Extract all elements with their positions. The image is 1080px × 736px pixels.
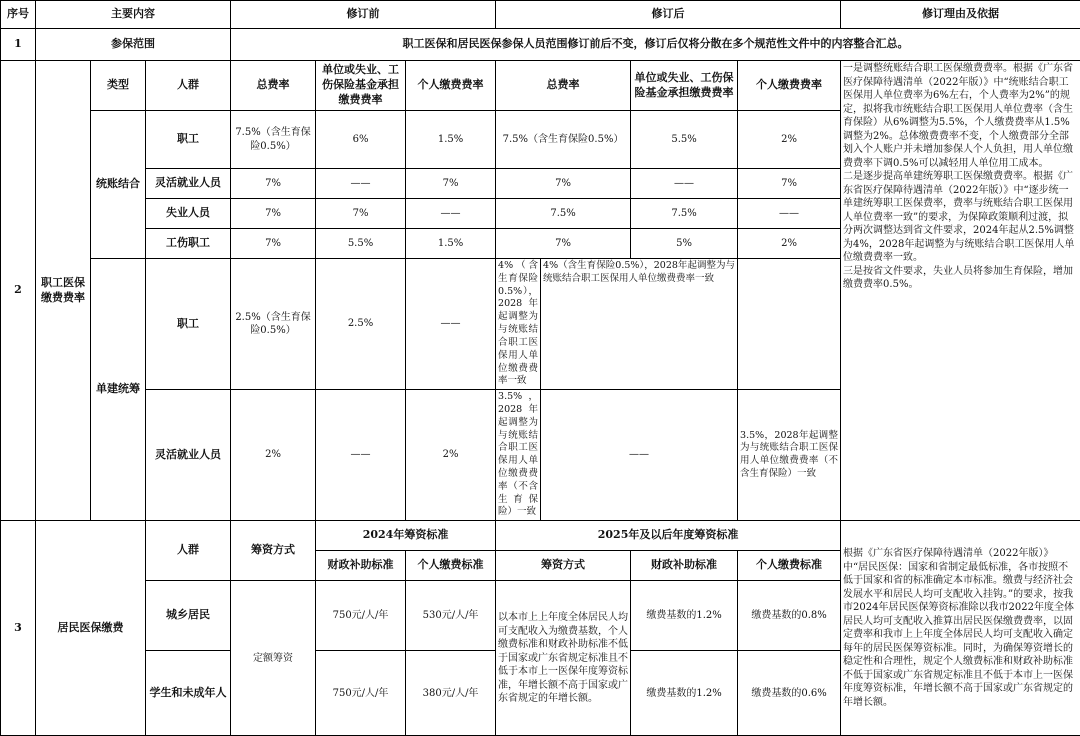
col-after-unit: 单位或失业、工伤保险基金承担缴费费率: [631, 61, 738, 111]
col-type: 类型: [91, 61, 146, 111]
header-after: 修订后: [496, 1, 841, 29]
after-total: 7%: [496, 229, 631, 259]
after-personal: [738, 259, 841, 390]
type-single: 单建统筹: [91, 259, 146, 521]
header-seq: 序号: [1, 1, 36, 29]
before-personal: 7%: [406, 169, 496, 199]
col-before-total: 总费率: [231, 61, 316, 111]
method-value: 定额筹资: [231, 581, 316, 736]
group-cell: 城乡居民: [146, 581, 231, 651]
row3-col-fiscal-2024: 财政补助标准: [316, 551, 406, 581]
before-total: 2.5%（含生育保险0.5%）: [231, 259, 316, 390]
row3-col-method: 筹资方式: [231, 521, 316, 581]
row3-col-method2: 筹资方式: [496, 551, 631, 581]
after-total: 7.5%（含生育保险0.5%）: [496, 111, 631, 169]
before-unit: 2.5%: [316, 259, 406, 390]
personal-2025: 缴费基数的0.6%: [738, 651, 841, 736]
before-unit: 6%: [316, 111, 406, 169]
row2-content: 职工医保缴费费率: [36, 61, 91, 521]
group-cell: 灵活就业人员: [146, 169, 231, 199]
after-personal: 2%: [738, 229, 841, 259]
group-cell: 灵活就业人员: [146, 390, 231, 521]
after-total: 7%: [496, 169, 631, 199]
header-reason: 修订理由及依据: [841, 1, 1080, 29]
col-after-personal: 个人缴费费率: [738, 61, 841, 111]
after-personal: 2%: [738, 111, 841, 169]
after-unit: ——: [541, 390, 738, 521]
before-unit: ——: [316, 390, 406, 521]
before-total: 2%: [231, 390, 316, 521]
before-total: 7%: [231, 169, 316, 199]
row1-seq: 1: [1, 29, 36, 61]
row3-col-personal-2025: 个人缴费标准: [738, 551, 841, 581]
col-before-personal: 个人缴费费率: [406, 61, 496, 111]
group-cell: 职工: [146, 259, 231, 390]
before-total: 7.5%（含生育保险0.5%）: [231, 111, 316, 169]
before-personal: 2%: [406, 390, 496, 521]
personal-2024: 530元/人/年: [406, 581, 496, 651]
before-unit: ——: [316, 169, 406, 199]
before-total: 7%: [231, 229, 316, 259]
row3-content: 居民医保缴费: [36, 521, 146, 736]
after-unit: 5.5%: [631, 111, 738, 169]
before-total: 7%: [231, 199, 316, 229]
before-unit: 7%: [316, 199, 406, 229]
method2-value: 以本市上上年度全体居民人均可支配收入为缴费基数，个人缴费标准和财政补助标准不低于国家或广东省规定标准且不低于本市上一医保年度筹资标准，年增长额不高于国家或广东省规定的年增长额。: [496, 581, 631, 736]
after-total: 4%（含生育保险0.5%），2028年起调整为与统账结合职工医保用人单位缴费费率一致: [496, 259, 541, 390]
header-before: 修订前: [231, 1, 496, 29]
row3-std-2024: 2024年筹资标准: [316, 521, 496, 551]
group-cell: 职工: [146, 111, 231, 169]
fiscal-2025: 缴费基数的1.2%: [631, 581, 738, 651]
row1-content: 参保范围: [36, 29, 231, 61]
header-row: [1, 1, 1080, 29]
row2-reason-text: 一是调整统账结合职工医保缴费费率。根据《广东省医疗保障待遇清单（2022年版）》中“统账结合职工医保用人单位费率为6%左右，个人费率为2%”的规定，拟将我市统账结合职工医保用人单位费率（含生育保险）从6%调整为5.5%，个人缴费费率从1.5%调整为2%。总体缴费费率不变，个人缴费部分全部划入个人账户并未增加参保人个人负担，用人单位缴费费率下调0.5%可以减轻用人单位用工成本。 二是逐步提高单建统筹职工医保缴费费率。根据《广东省医疗保障待遇清单（2022年版）》中“逐步统一单建统筹职工医保费率，费率与统账结合职工医保用人单位费率一致”的要求，为保障政策顺利过渡，拟分两次调整达到省文件要求，2024年起从2.5%调整为4%，2028年起调整为与统账结合职工医保用人单位缴费费率一致。 三是按省文件要求，失业人员将参加生育保险，增加缴费费率0.5%。: [843, 62, 1078, 292]
row2-seq: 2: [1, 61, 36, 521]
after-unit: ——: [631, 169, 738, 199]
fiscal-2024: 750元/人/年: [316, 651, 406, 736]
after-personal: 7%: [738, 169, 841, 199]
col-before-unit: 单位或失业、工伤保险基金承担缴费费率: [316, 61, 406, 111]
personal-2025: 缴费基数的0.8%: [738, 581, 841, 651]
after-total: 3.5%，2028年起调整为与统账结合职工医保用人单位缴费费率（不含生育保险）一致: [496, 390, 541, 521]
after-unit: 4%（含生育保险0.5%），2028年起调整为与统账结合职工医保用人单位缴费费率一致: [541, 259, 738, 390]
before-personal: ——: [406, 199, 496, 229]
row1-text: 职工医保和居民医保参保人员范围修订前后不变，修订后仅将分散在多个规范性文件中的内容整合汇总。: [231, 29, 1080, 61]
row3-std-2025: 2025年及以后年度筹资标准: [496, 521, 841, 551]
row3-reason: 根据《广东省医疗保障待遇清单（2022年版）》中“居民医保：国家和省制定最低标准，各市按照不低于国家和省的标准确定本市标准。缴费与经济社会发展水平和居民人均可支配收入挂钩。”的要求，按我市2024年居民医保筹资标准除以我市2022年度全体居民人均可支配收入推算出居民医保缴费费率，以固定费率和我市上上年度全体居民人均可支配收入确定每年的居民医保筹资标准。同时，为确保筹资增长的稳定性和合理性，规定个人缴费标准和财政补助标准不低于国家或广东省规定标准且不低于本市上一医保年度筹资标准，年增长额不高于国家或广东省规定的年增长额。: [841, 521, 1080, 736]
after-total: 7.5%: [496, 199, 631, 229]
row-1: [1, 29, 1080, 61]
row2-reason: [841, 61, 1080, 521]
before-personal: ——: [406, 259, 496, 390]
row3-col-personal-2024: 个人缴费标准: [406, 551, 496, 581]
after-personal: ——: [738, 199, 841, 229]
row3-seq: 3: [1, 521, 36, 736]
row2-subheader: [1, 61, 1080, 111]
after-unit: 7.5%: [631, 199, 738, 229]
row3-col-group: 人群: [146, 521, 231, 581]
header-content: 主要内容: [36, 1, 231, 29]
fiscal-2024: 750元/人/年: [316, 581, 406, 651]
group-cell: 工伤职工: [146, 229, 231, 259]
before-personal: 1.5%: [406, 111, 496, 169]
row3-header-a: [1, 521, 1080, 551]
after-personal: 3.5%，2028年起调整为与统账结合职工医保用人单位缴费费率（不含生育保险）一致: [738, 390, 841, 521]
before-personal: 1.5%: [406, 229, 496, 259]
personal-2024: 380元/人/年: [406, 651, 496, 736]
row3-col-fiscal-2025: 财政补助标准: [631, 551, 738, 581]
col-after-total: 总费率: [496, 61, 631, 111]
type-combined: 统账结合: [91, 111, 146, 259]
fiscal-2025: 缴费基数的1.2%: [631, 651, 738, 736]
col-group: 人群: [146, 61, 231, 111]
after-unit: 5%: [631, 229, 738, 259]
group-cell: 学生和未成年人: [146, 651, 231, 736]
before-unit: 5.5%: [316, 229, 406, 259]
group-cell: 失业人员: [146, 199, 231, 229]
